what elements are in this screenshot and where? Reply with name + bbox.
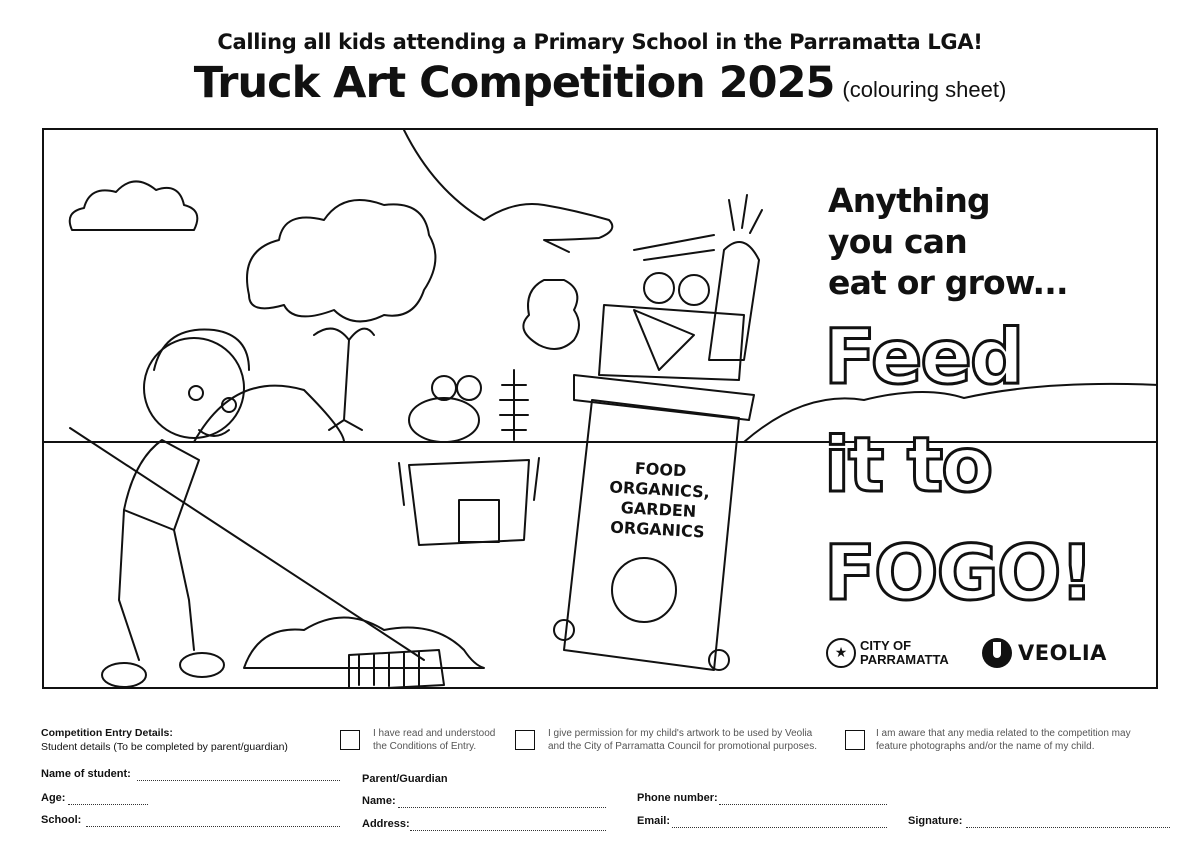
apple-core-icon <box>523 280 579 349</box>
page-title: Truck Art Competition 2025 <box>193 58 835 108</box>
checkbox-label-line: the Conditions of Entry. <box>373 741 477 752</box>
veolia-logo-text: VEOLIA <box>1018 641 1107 665</box>
veolia-logo <box>982 638 1107 668</box>
hand-icon <box>404 130 612 252</box>
cheese-icon <box>634 310 694 370</box>
fogo-bin <box>574 375 754 420</box>
parent-name-label: Name: <box>362 795 396 807</box>
permission-checkbox-label <box>548 727 817 753</box>
media-awareness-checkbox-label <box>876 727 1131 753</box>
media-awareness-checkbox[interactable] <box>845 730 865 750</box>
conditions-checkbox[interactable] <box>340 730 360 750</box>
title-note: (colouring sheet) <box>842 77 1007 102</box>
checkbox-label-line: I give permission for my child's artwork to be used by Veolia <box>548 728 813 739</box>
entry-subtitle: Student details (To be completed by parent/guardian) <box>41 741 288 753</box>
checkbox-label-line: I am aware that any media related to the competition may <box>876 728 1131 739</box>
conditions-checkbox-label <box>373 727 495 753</box>
parent-name-field[interactable] <box>398 807 606 808</box>
checkbox-label-line: I have read and understood <box>373 728 496 739</box>
bin-label-line: FOOD <box>634 458 687 481</box>
name-of-student-label: Name of student: <box>41 768 131 780</box>
bin-label-line: ORGANICS, <box>608 477 711 502</box>
council-logo-line: CITY OF <box>860 638 912 653</box>
header-subtitle: Calling all kids attending a Primary School in the Parramatta LGA! <box>217 30 983 54</box>
kitchen-caddy <box>409 460 529 545</box>
phone-number-field[interactable] <box>719 804 887 805</box>
parent-guardian-heading: Parent/Guardian <box>362 773 448 785</box>
fish-bone-icon <box>500 370 528 440</box>
school-field[interactable] <box>86 826 340 827</box>
header-title-row <box>0 58 1200 108</box>
tree-icon <box>314 329 374 430</box>
slogan <box>828 180 1068 303</box>
bin-label-line: GARDEN <box>620 498 697 521</box>
entry-title: Competition Entry Details: <box>41 727 173 739</box>
city-of-parramatta-logo <box>826 638 949 668</box>
colouring-artwork <box>42 128 1158 689</box>
address-field[interactable] <box>410 830 606 831</box>
signature-label: Signature: <box>908 815 963 827</box>
email-label: Email: <box>637 815 671 827</box>
boy-body <box>124 440 199 530</box>
carrot-icon <box>709 242 759 360</box>
slogan-line: you can <box>828 222 967 261</box>
permission-checkbox[interactable] <box>515 730 535 750</box>
slogan-line: eat or grow... <box>828 263 1068 302</box>
council-logo-line: PARRAMATTA <box>860 652 949 667</box>
name-of-student-field[interactable] <box>137 780 340 781</box>
fogo-headline-line: Feed <box>824 312 1023 401</box>
crab-icon <box>409 398 479 442</box>
veolia-mark-icon <box>982 638 1012 668</box>
garden-bush <box>244 618 484 669</box>
fogo-headline-line: FOGO! <box>824 528 1093 617</box>
fogo-headline-line: it to <box>824 420 992 509</box>
slogan-line: Anything <box>828 181 990 220</box>
age-field[interactable] <box>68 804 148 805</box>
checkbox-label-line: feature photographs and/or the name of my child. <box>876 741 1095 752</box>
council-crest-icon: ★ <box>826 638 856 668</box>
bin-label-line: ORGANICS <box>609 517 706 542</box>
age-label: Age: <box>41 792 66 804</box>
school-label: School: <box>41 814 82 826</box>
address-label: Address: <box>362 818 410 830</box>
cloud-icon <box>70 181 198 230</box>
phone-number-label: Phone number: <box>637 792 718 804</box>
checkbox-label-line: and the City of Parramatta Council for promotional purposes. <box>548 741 818 752</box>
entry-form <box>0 700 1200 849</box>
email-field[interactable] <box>672 827 887 828</box>
bin-label <box>582 456 736 544</box>
signature-field[interactable] <box>966 827 1170 828</box>
